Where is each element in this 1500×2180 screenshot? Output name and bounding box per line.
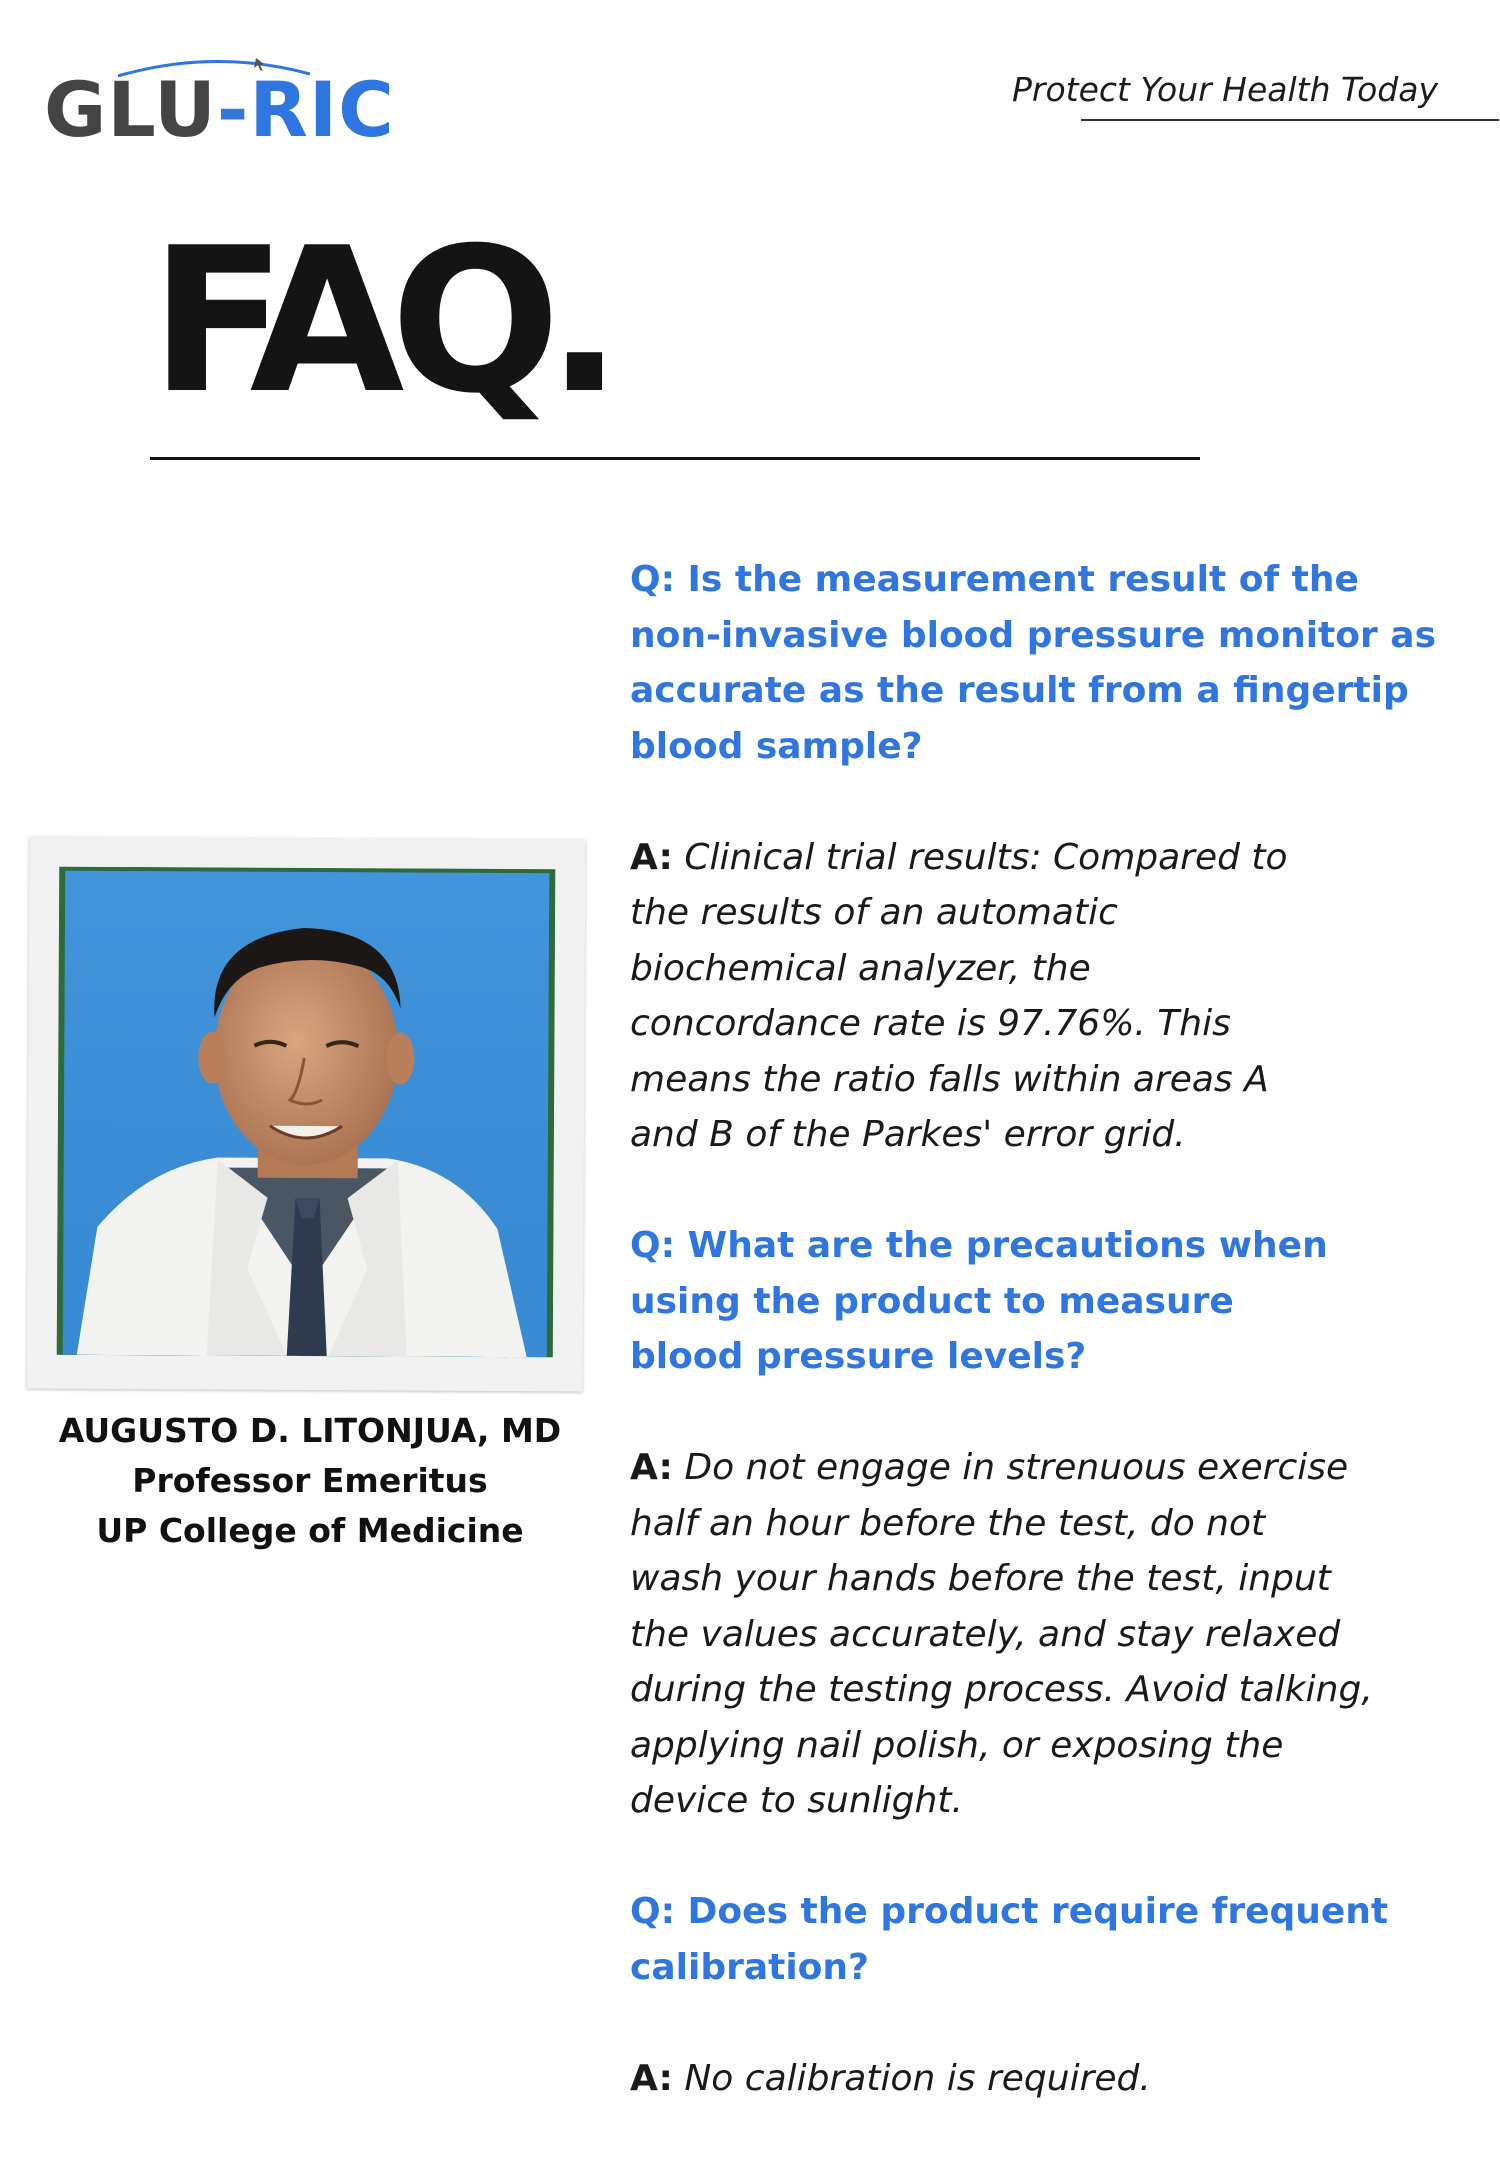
brand-name-part2: RIC bbox=[249, 65, 395, 154]
caption-title: Professor Emeritus bbox=[132, 1461, 488, 1500]
faq-answer bbox=[630, 1440, 1470, 1829]
question-line: using the product to measure bbox=[630, 1280, 1234, 1322]
faq-question bbox=[630, 1884, 1470, 1995]
portrait-illustration bbox=[57, 867, 556, 1358]
brand-name-part1: GLU bbox=[44, 65, 217, 154]
portrait-caption bbox=[20, 1406, 600, 1556]
faq-question bbox=[630, 1218, 1470, 1385]
question-line: Q: Is the measurement result of the bbox=[630, 559, 1359, 600]
title-divider bbox=[150, 457, 1200, 460]
answer-line: biochemical analyzer, the bbox=[630, 947, 1091, 989]
tagline-underline bbox=[1081, 119, 1499, 121]
answer-line: during the testing process. Avoid talking, bbox=[630, 1669, 1373, 1710]
answer-text: Clinical trial results: Compared to bbox=[672, 836, 1288, 878]
answer-line: means the ratio falls within areas A bbox=[630, 1058, 1269, 1100]
answer-line: half an hour before the test, do not bbox=[630, 1502, 1266, 1544]
faq-answer bbox=[630, 2051, 1470, 2107]
portrait-frame bbox=[27, 837, 586, 1392]
page-title: FAQ. bbox=[150, 205, 609, 438]
answer-line: device to sunlight. bbox=[630, 1780, 963, 1821]
answer-line: wash your hands before the test, input bbox=[630, 1558, 1331, 1599]
tagline: Protect Your Health Today bbox=[1012, 70, 1438, 109]
caption-name: AUGUSTO D. LITONJUA, MD bbox=[58, 1411, 562, 1450]
question-line: Q: Does the product require frequent bbox=[630, 1891, 1389, 1932]
caption-org: UP College of Medicine bbox=[96, 1511, 524, 1550]
brand-name-dash: - bbox=[216, 65, 250, 154]
brand-logo bbox=[44, 50, 395, 160]
faq-answer bbox=[630, 830, 1470, 1163]
answer-label: A: bbox=[630, 1447, 673, 1488]
answer-line bbox=[630, 2051, 1470, 2107]
answer-label: A: bbox=[630, 2057, 673, 2099]
brand-name bbox=[44, 65, 395, 154]
portrait-photo bbox=[57, 867, 556, 1358]
answer-line: and B of the Parkes' error grid. bbox=[630, 1114, 1186, 1155]
faq-question bbox=[630, 552, 1470, 774]
question-line: blood sample? bbox=[630, 725, 923, 767]
question-line: accurate as the result from a fingertip bbox=[630, 670, 1409, 711]
question-line: blood pressure levels? bbox=[630, 1336, 1087, 1377]
answer-text: Do not engage in strenuous exercise bbox=[672, 1447, 1349, 1488]
answer-line: the results of an automatic bbox=[630, 892, 1118, 933]
question-line: calibration? bbox=[630, 1946, 869, 1988]
answer-line: the values accurately, and stay relaxed bbox=[630, 1613, 1341, 1655]
question-line: Q: What are the precautions when bbox=[630, 1225, 1328, 1266]
answer-line: concordance rate is 97.76%. This bbox=[630, 1003, 1231, 1044]
question-line: non-invasive blood pressure monitor as bbox=[630, 614, 1437, 656]
answer-line: applying nail polish, or exposing the bbox=[630, 1724, 1284, 1766]
answer-line bbox=[630, 1440, 1470, 1496]
answer-label: A: bbox=[630, 836, 673, 878]
faq-list bbox=[630, 552, 1470, 2162]
answer-text: No calibration is required. bbox=[672, 2057, 1151, 2099]
answer-line bbox=[630, 830, 1470, 886]
